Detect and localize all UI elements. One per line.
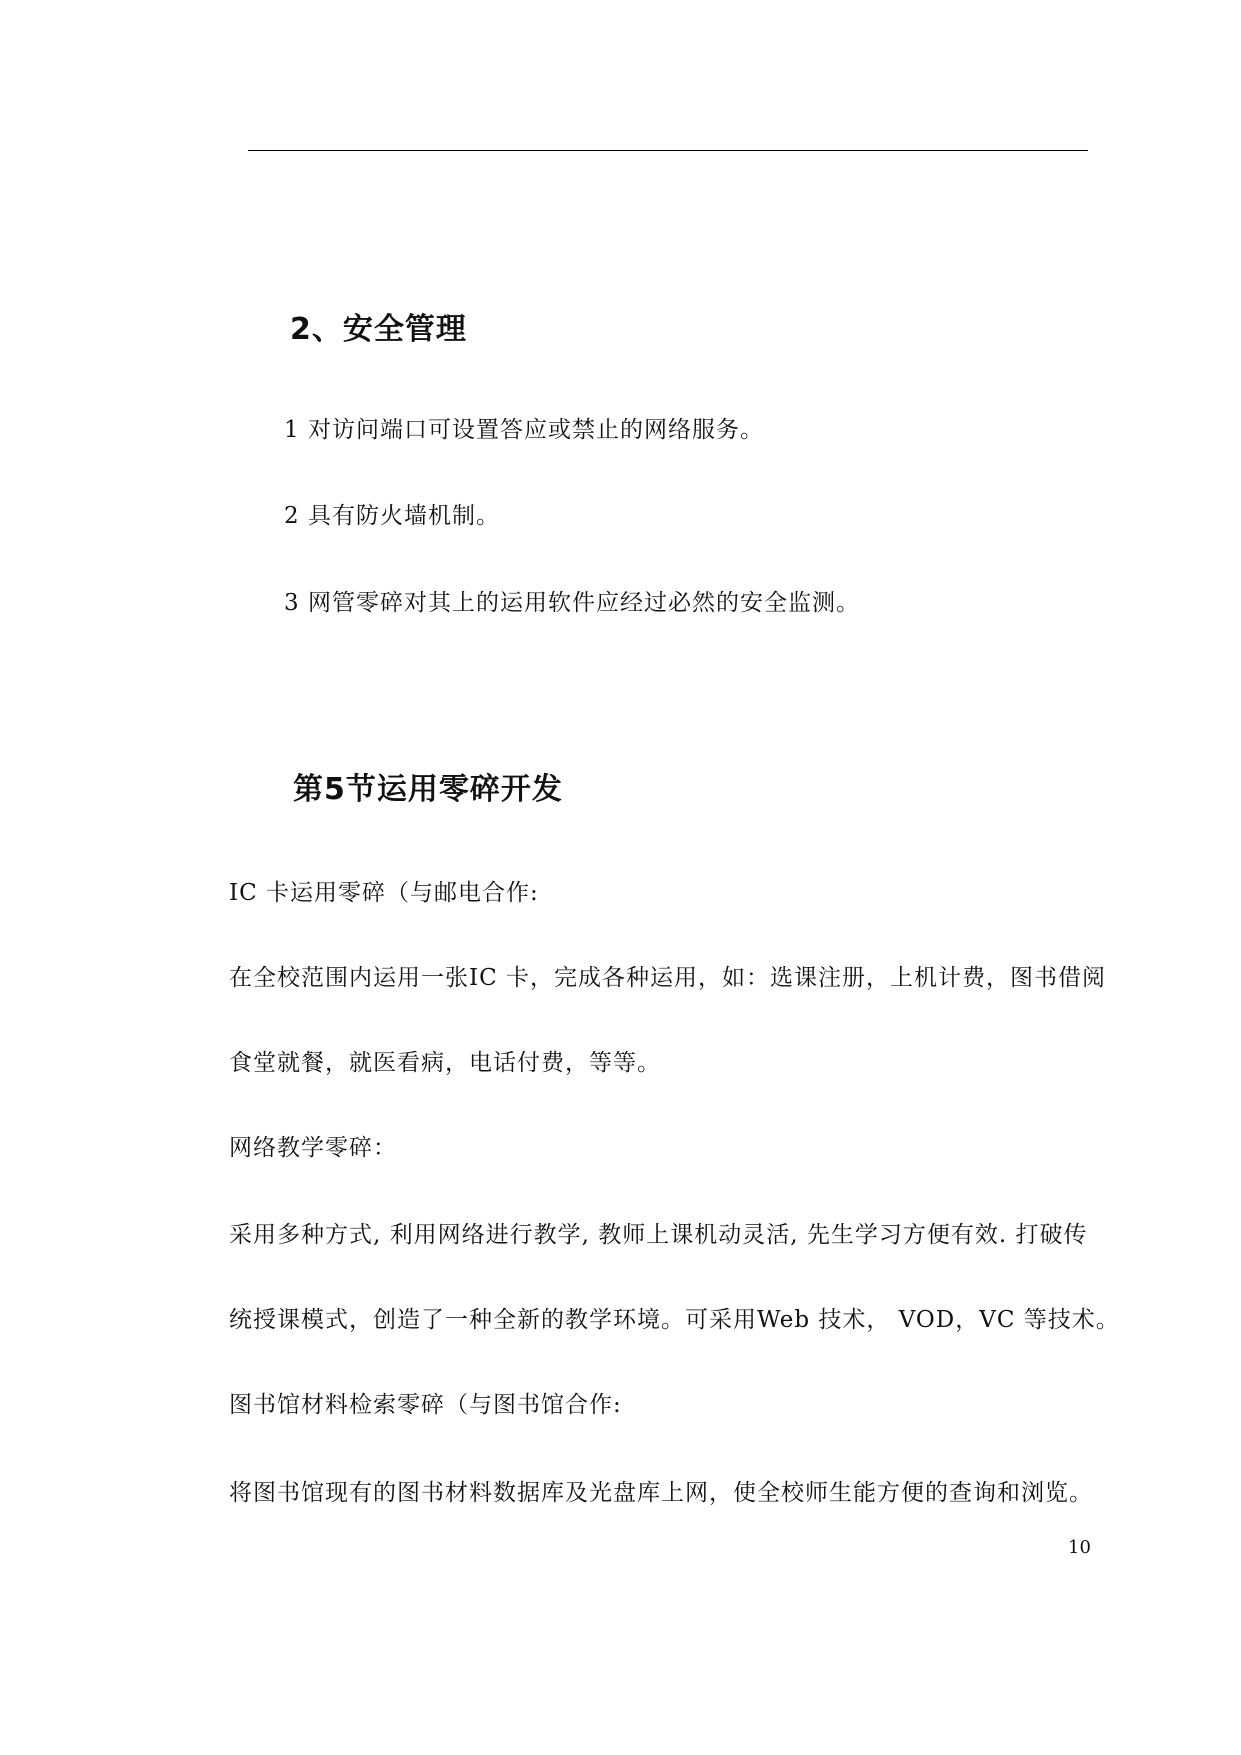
security-item-3: 3 网管零碎对其上的运用软件应经过必然的安全监测。: [284, 590, 860, 616]
header-rule: [248, 150, 1088, 151]
apps-line-ic-card-title: IC 卡运用零碎（与邮电合作:: [229, 880, 539, 906]
apps-line-network-teaching-desc-1: 采用多种方式, 利用网络进行教学, 教师上课机动灵活, 先生学习方便有效. 打破传: [229, 1222, 1088, 1248]
apps-line-network-teaching-title: 网络教学零碎：: [229, 1135, 397, 1161]
security-item-1: 1 对访问端口可设置答应或禁止的网络服务。: [284, 417, 764, 443]
apps-line-library-desc: 将图书馆现有的图书材料数据库及光盘库上网，使全校师生能方便的查询和浏览。: [229, 1480, 1093, 1506]
apps-line-ic-card-desc-2: 食堂就餐，就医看病，电话付费，等等。: [229, 1050, 661, 1076]
apps-line-ic-card-desc-1: 在全校范围内运用一张IC 卡，完成各种运用，如：选课注册，上机计费，图书借阅: [229, 965, 1106, 991]
section-heading-security: 2、安全管理: [290, 312, 467, 347]
section-heading-apps: 第5节运用零碎开发: [293, 772, 563, 807]
apps-line-network-teaching-desc-2: 统授课模式，创造了一种全新的教学环境。可采用Web 技术， VOD，VC 等技术。: [229, 1307, 1120, 1333]
security-item-2: 2 具有防火墙机制。: [284, 503, 500, 529]
apps-line-library-title: 图书馆材料检索零碎（与图书馆合作:: [229, 1392, 622, 1418]
page-number: 10: [1068, 1537, 1091, 1558]
